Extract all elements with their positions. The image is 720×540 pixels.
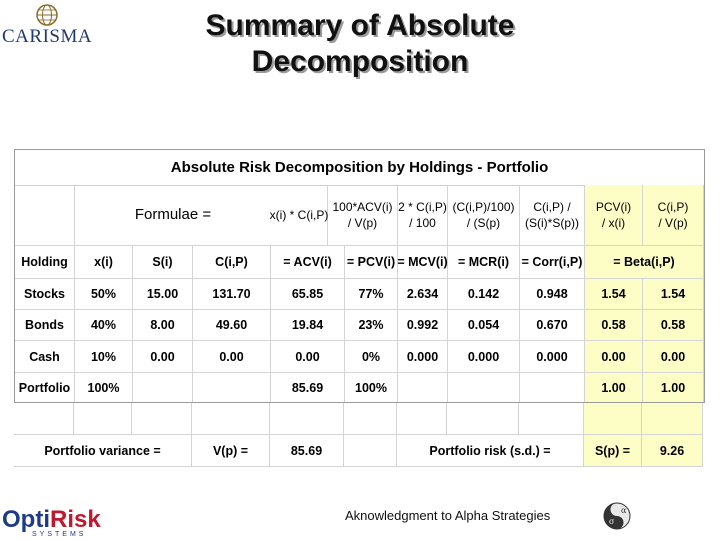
optirisk-logo [2, 506, 112, 540]
carisma-logo [2, 4, 94, 48]
formula-cell-line: x(i) * C(i,P) [269, 208, 329, 222]
optirisk-logo-risk: Risk [50, 506, 101, 533]
spacer-cell [74, 403, 132, 435]
table-banner: Absolute Risk Decomposition by Holdings - Portfolio [15, 150, 704, 186]
carisma-logo-text: CARISMA [2, 26, 93, 47]
table-cell-line: 0% [361, 349, 381, 364]
table-cell-line: 131.70 [212, 287, 251, 301]
table-cell [193, 341, 271, 373]
column-header-line: = PCV(i) [346, 255, 396, 269]
table-cell [345, 310, 398, 341]
formula-cell-line: 2 * C(i,P) [398, 200, 447, 214]
spacer-cell [397, 403, 447, 435]
table-cell-line: 40% [90, 318, 117, 332]
formula-cell [643, 185, 704, 246]
portfolio-label-line: Portfolio [18, 381, 71, 395]
table-cell-line: 0.58 [601, 318, 626, 332]
table-cell [271, 310, 345, 341]
table-cell [345, 279, 398, 310]
spacer-cell [447, 403, 519, 435]
table-cell [133, 341, 193, 373]
portfolio-cell-line: 85.69 [291, 381, 324, 395]
formulae-label [75, 185, 271, 246]
table-cell-line: 65.85 [291, 287, 324, 301]
row-label-line: Cash [29, 349, 60, 364]
portfolio-cell [448, 373, 520, 403]
table-cell [448, 341, 520, 373]
table-cell [448, 310, 520, 341]
portfolio-cell [520, 373, 585, 403]
globe-icon [36, 4, 58, 26]
row-label [15, 310, 75, 341]
column-header [520, 246, 585, 279]
table-cell-line: 1.54 [601, 287, 626, 301]
column-header [193, 246, 271, 279]
table-cell [643, 310, 704, 341]
table-cell-line: 77% [358, 287, 384, 301]
row-label [15, 279, 75, 310]
formulae-label-line: Formulae = [134, 206, 212, 223]
column-header [398, 246, 448, 279]
table-cell [75, 341, 133, 373]
portfolio-variance-label: Portfolio variance = [14, 435, 192, 467]
svg-text:σ: σ [609, 517, 615, 526]
formula-cell-line: / V(p) [658, 216, 688, 230]
formula-cell-line: C(i,P) [657, 200, 689, 214]
table-cell-line: 0.00 [601, 349, 626, 364]
table-cell-line: 0.000 [406, 349, 439, 364]
formula-cell-line: / (S(p) [466, 216, 501, 230]
column-header-line: x(i) [94, 255, 113, 269]
table-cell-line: 10% [90, 349, 117, 364]
formula-cell [520, 185, 585, 246]
formula-cell-line: / V(p) [347, 216, 378, 230]
table-cell-line: 49.60 [215, 318, 248, 332]
portfolio-risk-label: Portfolio risk (s.d.) = [397, 435, 584, 467]
table-cell-line: 0.948 [536, 287, 568, 301]
spacer-cell [519, 403, 584, 435]
summary-empty [344, 435, 397, 467]
portfolio-cell [345, 373, 398, 403]
table-cell [193, 310, 271, 341]
table-cell [448, 279, 520, 310]
formula-cell [328, 185, 398, 246]
table-cell-line: 0.992 [406, 318, 439, 332]
formula-cell-line: / 100 [409, 216, 436, 230]
column-header-line: = MCR(i) [457, 255, 510, 269]
portfolio-cell [643, 373, 704, 403]
table-cell [345, 341, 398, 373]
table-cell-line: 0.054 [467, 318, 500, 332]
acknowledgment-text: Aknowledgment to Alpha Strategies [345, 508, 551, 523]
formula-cell [448, 185, 520, 246]
table-cell [398, 279, 448, 310]
column-header-line: = Corr(i,P) [521, 255, 583, 269]
spacer-cell [344, 403, 397, 435]
spacer-cell [584, 403, 642, 435]
table-cell [398, 341, 448, 373]
table-cell [585, 279, 643, 310]
svg-text:α: α [621, 506, 627, 515]
table-cell [75, 279, 133, 310]
column-header [271, 246, 345, 279]
table-cell-line: 8.00 [150, 318, 175, 332]
formula-cell-line: (S(i)*S(p)) [525, 216, 579, 230]
slide-title-line1: Summary of Absolute [205, 9, 515, 42]
table-cell-line: 0.142 [467, 287, 500, 301]
row-label [15, 341, 75, 373]
column-header-line: Holding [21, 255, 68, 269]
spacer-cell [642, 403, 703, 435]
table-cell [398, 310, 448, 341]
formula-cell-line: C(i,P) / [533, 200, 571, 214]
portfolio-cell-line: 1.00 [660, 381, 686, 395]
formula-cell [398, 185, 448, 246]
vp-value: 85.69 [270, 435, 344, 467]
table-cell [133, 279, 193, 310]
column-header [15, 246, 75, 279]
portfolio-cell [398, 373, 448, 403]
table-cell-line: 50% [90, 287, 117, 301]
table-cell-line: 0.000 [467, 349, 500, 364]
slide-title [150, 8, 570, 80]
table-cell-line: 2.634 [406, 287, 439, 301]
portfolio-cell [271, 373, 345, 403]
column-header [75, 246, 133, 279]
formula-cell-line: 100*ACV(i) [332, 200, 393, 214]
vp-label: V(p) = [192, 435, 270, 467]
portfolio-cell [75, 373, 133, 403]
table-cell-line: 0.00 [295, 349, 320, 364]
table-cell [75, 310, 133, 341]
column-header [448, 246, 520, 279]
table-cell-line: 1.54 [660, 287, 686, 301]
spacer-cell [132, 403, 192, 435]
column-header-line: S(i) [152, 255, 173, 269]
table-cell-line: 0.58 [660, 318, 686, 332]
column-header-line: = ACV(i) [283, 255, 332, 269]
formula-cell-line: PCV(i) [595, 200, 632, 214]
column-header-line: C(i,P) [215, 255, 248, 269]
table-cell-line: 0.00 [219, 349, 244, 364]
portfolio-cell [193, 373, 271, 403]
formula-cell-line: / x(i) [601, 216, 626, 230]
sp-label: S(p) = [584, 435, 642, 467]
column-header-line: = Beta(i,P) [613, 255, 675, 269]
table-cell [643, 279, 704, 310]
table-cell [520, 341, 585, 373]
spacer-cell [270, 403, 344, 435]
table-cell-line: 0.00 [150, 349, 175, 364]
table-cell-line: 19.84 [291, 318, 324, 332]
formula-empty [15, 185, 75, 246]
table-cell-line: 23% [358, 318, 384, 332]
row-label-line: Stocks [24, 287, 65, 301]
sp-value: 9.26 [642, 435, 703, 467]
portfolio-cell-line: 100% [87, 381, 120, 395]
table-cell-line: 15.00 [146, 287, 179, 301]
summary-table [14, 403, 705, 467]
column-header [345, 246, 398, 279]
table-cell-line: 0.000 [536, 349, 568, 364]
table-cell-line: 0.00 [660, 349, 686, 364]
row-label-line: Bonds [25, 318, 64, 332]
column-header [133, 246, 193, 279]
alpha-sigma-icon [603, 502, 631, 530]
portfolio-label [15, 373, 75, 403]
portfolio-cell [585, 373, 643, 403]
formula-cell [271, 185, 328, 246]
spacer-cell [14, 403, 74, 435]
portfolio-cell [133, 373, 193, 403]
table-cell [133, 310, 193, 341]
table-cell-line: 0.670 [536, 318, 568, 332]
table-cell [585, 310, 643, 341]
spacer-cell [192, 403, 270, 435]
portfolio-cell-line: 100% [355, 381, 387, 395]
slide-title-line2: Decomposition [251, 45, 469, 78]
table-cell [585, 341, 643, 373]
column-header [585, 246, 704, 279]
table-cell [520, 310, 585, 341]
portfolio-cell-line: 1.00 [601, 381, 626, 395]
table-cell [271, 341, 345, 373]
table-cell [643, 341, 704, 373]
optirisk-logo-opti: Opti [2, 506, 50, 533]
table-cell [520, 279, 585, 310]
decomposition-table [14, 149, 705, 403]
table-cell [193, 279, 271, 310]
table-cell [271, 279, 345, 310]
formula-cell [585, 185, 643, 246]
optirisk-logo-systems: SYSTEMS [32, 531, 87, 538]
formula-cell-line: (C(i,P)/100) [452, 200, 515, 214]
column-header-line: = MCV(i) [397, 255, 448, 269]
